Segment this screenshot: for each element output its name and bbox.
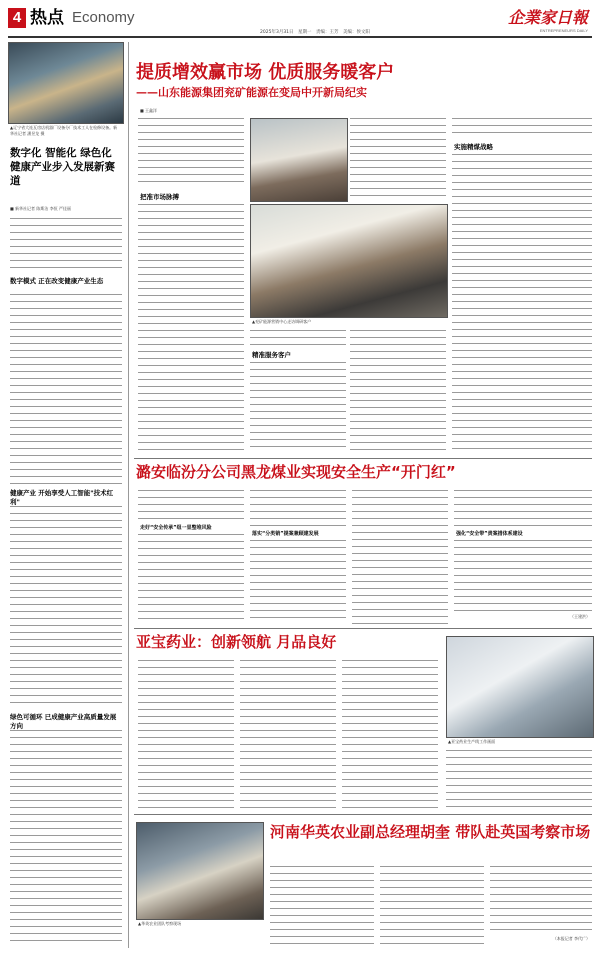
lead-subheadline: ——山东能源集团兖矿能源在变局中开新局纪实 xyxy=(136,86,367,99)
story4-body xyxy=(270,866,374,944)
sidebar-body xyxy=(10,218,122,272)
story-divider xyxy=(134,458,592,459)
lead-body xyxy=(452,118,592,138)
sidebar-photo xyxy=(8,42,124,124)
page-number-badge: 4 xyxy=(8,8,26,28)
story2-body xyxy=(250,490,346,526)
story3-body xyxy=(240,660,336,810)
story3-body xyxy=(446,750,592,810)
lead-photo-large xyxy=(250,204,448,318)
lead-section-heading: 实施精煤战略 xyxy=(454,143,493,151)
sidebar-headline: 数字化 智能化 绿色化 健康产业步入发展新赛道 xyxy=(10,147,115,187)
sidebar-section-heading: 健康产业 开始享受人工智能"技术红利" xyxy=(10,489,114,506)
sidebar-photo-caption: ▲辽宁省大连瓦房店机器厂设备分厂技术工人在检修设备。新华社记者 潘昱龙 摄 xyxy=(10,125,118,136)
lead-photo-caption: ▲兖矿能源营销中心走访调研客户 xyxy=(252,319,312,324)
masthead-brand-en: ENTREPRENEURS DAILY xyxy=(539,28,588,33)
date-line: 2025年3月31日 星期一 责编：王芳 美编：侯文阳 xyxy=(260,30,371,35)
sidebar-divider xyxy=(128,42,129,948)
story2-byline: （王建洪） xyxy=(570,614,590,619)
sidebar-byline: ■ 新华社记者 陈斯洁 李恒 严佳丽 xyxy=(10,206,71,211)
story4-body xyxy=(380,866,484,944)
story4-photo xyxy=(136,822,264,920)
masthead-rule xyxy=(8,36,592,38)
section-title: 热点 xyxy=(30,8,64,28)
story4-headline: 河南华英农业副总经理胡奎 带队赴英国考察市场 xyxy=(270,823,591,841)
story3-body xyxy=(342,660,438,810)
story2-body xyxy=(454,540,592,612)
lead-body xyxy=(138,204,244,452)
story2-body xyxy=(138,534,244,624)
lead-body xyxy=(452,154,592,452)
sidebar-body xyxy=(10,294,122,484)
lead-section-heading: 精准服务客户 xyxy=(252,351,291,359)
story2-headline: 潞安临汾分公司黑龙煤业实现安全生产“开门红” xyxy=(136,463,456,481)
story-divider xyxy=(134,814,592,815)
lead-body xyxy=(250,330,346,346)
story-divider xyxy=(134,628,592,629)
lead-body xyxy=(350,118,446,200)
story2-body xyxy=(352,490,448,624)
lead-byline: ■ 王鑫洋 xyxy=(140,108,158,113)
story2-subheading: 走好“安全传承”组一显整堆风险 xyxy=(140,525,212,531)
story3-photo-caption: ▲亚宝药业生产线工作画面 xyxy=(448,739,496,744)
section-title-en: Economy xyxy=(72,9,135,26)
story3-photo xyxy=(446,636,594,738)
lead-body xyxy=(350,330,446,452)
sidebar-section-heading: 绿色可循环 已成健康产业高质量发展方向 xyxy=(10,713,117,730)
story3-body xyxy=(138,660,234,810)
lead-photo xyxy=(250,118,348,202)
story4-photo-caption: ▲华英农业团队考察现场 xyxy=(138,921,182,926)
story4-byline: （本报记者 李代广） xyxy=(552,936,590,941)
lead-body xyxy=(138,118,244,188)
story2-body xyxy=(454,490,592,526)
story2-subheading: 落实“分类销”提案兼顾建发展 xyxy=(252,531,319,537)
story2-subheading: 强化“安全带”责案措体系建设 xyxy=(456,531,523,537)
lead-headline: 提质增效赢市场 优质服务暖客户 xyxy=(136,62,395,83)
sidebar-body xyxy=(10,506,122,708)
story2-body xyxy=(138,490,244,520)
story3-headline: 亚宝药业：创新领航 月品良好 xyxy=(136,633,337,651)
masthead-brand: 企業家日報 xyxy=(507,8,588,27)
sidebar-section-heading: 数字模式 正在改变健康产业生态 xyxy=(10,277,104,285)
lead-section-heading: 把准市场脉搏 xyxy=(140,193,179,201)
story4-body xyxy=(490,866,592,932)
sidebar-body xyxy=(10,730,122,946)
story2-body xyxy=(250,540,346,624)
lead-body xyxy=(250,362,346,452)
